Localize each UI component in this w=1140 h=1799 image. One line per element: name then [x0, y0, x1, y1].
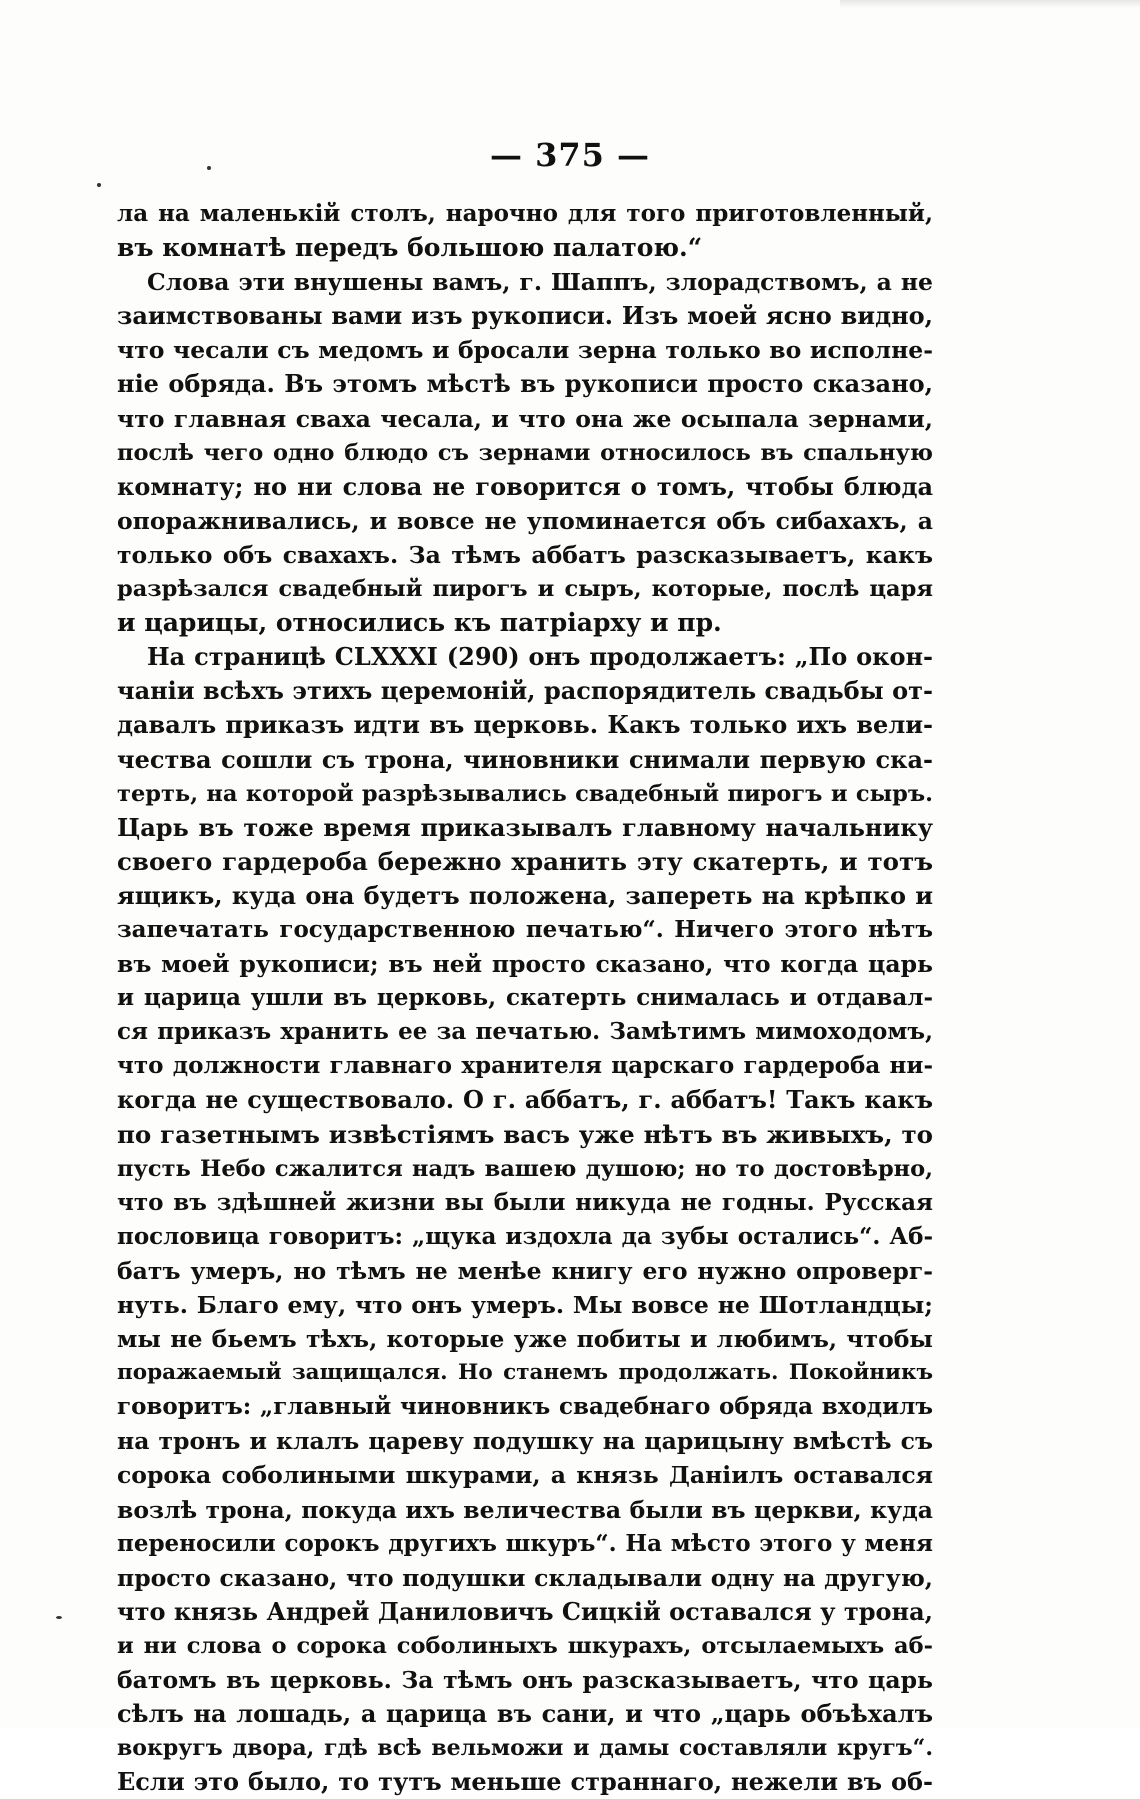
- text-line: ся приказъ хранить ее за печатью. Замѣтимъ мимоходомъ,: [117, 1018, 933, 1046]
- text-line: ніе обряда. Въ этомъ мѣстѣ въ рукописи просто сказано,: [117, 369, 933, 399]
- text-line: заимствованы вами изъ рукописи. Изъ моей ясно видно,: [117, 301, 933, 331]
- text-line: пусть Небо сжалится надъ вашею душою; но то достовѣрно,: [117, 1155, 933, 1182]
- text-line: мы не бьемъ тѣхъ, которые уже побиты и любимъ, чтобы: [117, 1325, 933, 1354]
- text-line: переносили сорокъ другихъ шкуръ“. На мѣсто этого у меня: [117, 1529, 933, 1557]
- text-line: что должности главнаго хранителя царскаго гардероба ни-: [117, 1052, 933, 1080]
- text-line: разрѣзался свадебный пирогъ и сыръ, которые, послѣ царя: [117, 576, 933, 603]
- text-line: На страницѣ CLXXXI (290) онъ продолжаетъ: „По окон-: [147, 642, 933, 672]
- text-line: только объ свахахъ. За тѣмъ аббатъ разсказываетъ, какъ: [117, 540, 933, 569]
- text-line: сорока соболиными шкурами, а князь Даніилъ оставался: [117, 1461, 933, 1490]
- text-line: на тронъ и клалъ цареву подушку на царицыну вмѣстѣ съ: [117, 1427, 933, 1456]
- text-line: въ моей рукописи; въ ней просто сказано, что когда царь: [117, 950, 933, 979]
- text-line: говоритъ: „главный чиновникъ свадебнаго обряда входилъ: [117, 1393, 933, 1421]
- text-line: своего гардероба бережно хранить эту скатерть, и тотъ: [117, 846, 933, 876]
- text-line: чаніи всѣхъ этихъ церемоній, распорядитель свадьбы от-: [117, 676, 933, 706]
- text-line: и царица ушли въ церковь, скатерть снималась и отдавал-: [117, 984, 933, 1012]
- text-line: сѣлъ на лошадь, а царица въ сани, и что „царь объѣхалъ: [117, 1699, 933, 1729]
- text-line: когда не существовало. О г. аббатъ, г. аббатъ! Такъ какъ: [117, 1085, 933, 1115]
- text-line: ящикъ, куда она будетъ положена, запереть на крѣпко и: [117, 880, 933, 910]
- text-line: что главная сваха чесала, и что она же осыпала зернами,: [117, 404, 933, 433]
- text-line: терть, на которой разрѣзывались свадебный пирогъ и сыръ.: [117, 780, 933, 807]
- text-line: чества сошли съ трона, чиновники снимали первую ска-: [117, 744, 933, 774]
- text-line: Слова эти внушены вамъ, г. Шаппъ, злорадствомъ, а не: [147, 268, 933, 297]
- scan-speck: [97, 183, 101, 187]
- text-line: и царицы, относились къ патріарху и пр.: [117, 608, 722, 638]
- text-line: что въ здѣшней жизни вы были никуда не годны. Русская: [117, 1188, 933, 1216]
- text-line: давалъ приказъ идти въ церковь. Какъ только ихъ вели-: [117, 710, 933, 740]
- text-line: вокругъ двора, гдѣ всѣ вельможи и дамы составляли кругъ“.: [117, 1735, 933, 1762]
- scan-speck: [56, 1616, 62, 1619]
- page-number: — 375 —: [489, 136, 651, 174]
- body-text: [117, 197, 933, 1799]
- text-line: возлѣ трона, покуда ихъ величества были въ церкви, куда: [117, 1495, 933, 1524]
- text-line: батомъ въ церковь. За тѣмъ онъ разсказываетъ, что царь: [117, 1666, 933, 1695]
- text-line: что чесали съ медомъ и бросали зерна только во исполне-: [117, 336, 933, 365]
- scan-edge-shadow: [840, 0, 1140, 8]
- text-line: комнату; но ни слова не говорится о томъ, чтобы блюда: [117, 471, 933, 501]
- text-line: нуть. Благо ему, что онъ умеръ. Мы вовсе не Шотландцы;: [117, 1291, 933, 1319]
- text-line: просто сказано, что подушки складывали одну на другую,: [117, 1563, 933, 1592]
- text-line: по газетнымъ извѣстіямъ васъ уже нѣтъ въ живыхъ, то: [117, 1119, 933, 1149]
- text-line: ла на маленькій столъ, нарочно для того приготовленный,: [117, 200, 933, 227]
- text-line: что князь Андрей Даниловичъ Сицкій оставался у трона,: [117, 1596, 933, 1626]
- text-line: поражаемый защищался. Но станемъ продолжать. Покойникъ: [117, 1360, 933, 1386]
- text-line: батъ умеръ, но тѣмъ не менѣе книгу его нужно опроверг-: [117, 1256, 933, 1285]
- text-line: Царь въ тоже время приказывалъ главному начальнику: [117, 812, 933, 842]
- text-line: Если это было, то тутъ меньше страннаго, нежели въ об-: [117, 1767, 933, 1797]
- text-line: послѣ чего одно блюдо съ зернами относилось въ спальную: [117, 439, 933, 466]
- text-line: опоражнивались, и вовсе не упоминается объ сибахахъ, а: [117, 506, 933, 535]
- text-line: пословица говоритъ: „щука издохла да зубы остались“. Аб-: [117, 1222, 933, 1250]
- text-line: и ни слова о сорока соболиныхъ шкурахъ, отсылаемыхъ аб-: [117, 1632, 933, 1659]
- text-line: въ комнатѣ передъ большою палатою.“: [117, 233, 703, 263]
- text-line: запечатать государственною печатью“. Ничего этого нѣтъ: [117, 915, 933, 943]
